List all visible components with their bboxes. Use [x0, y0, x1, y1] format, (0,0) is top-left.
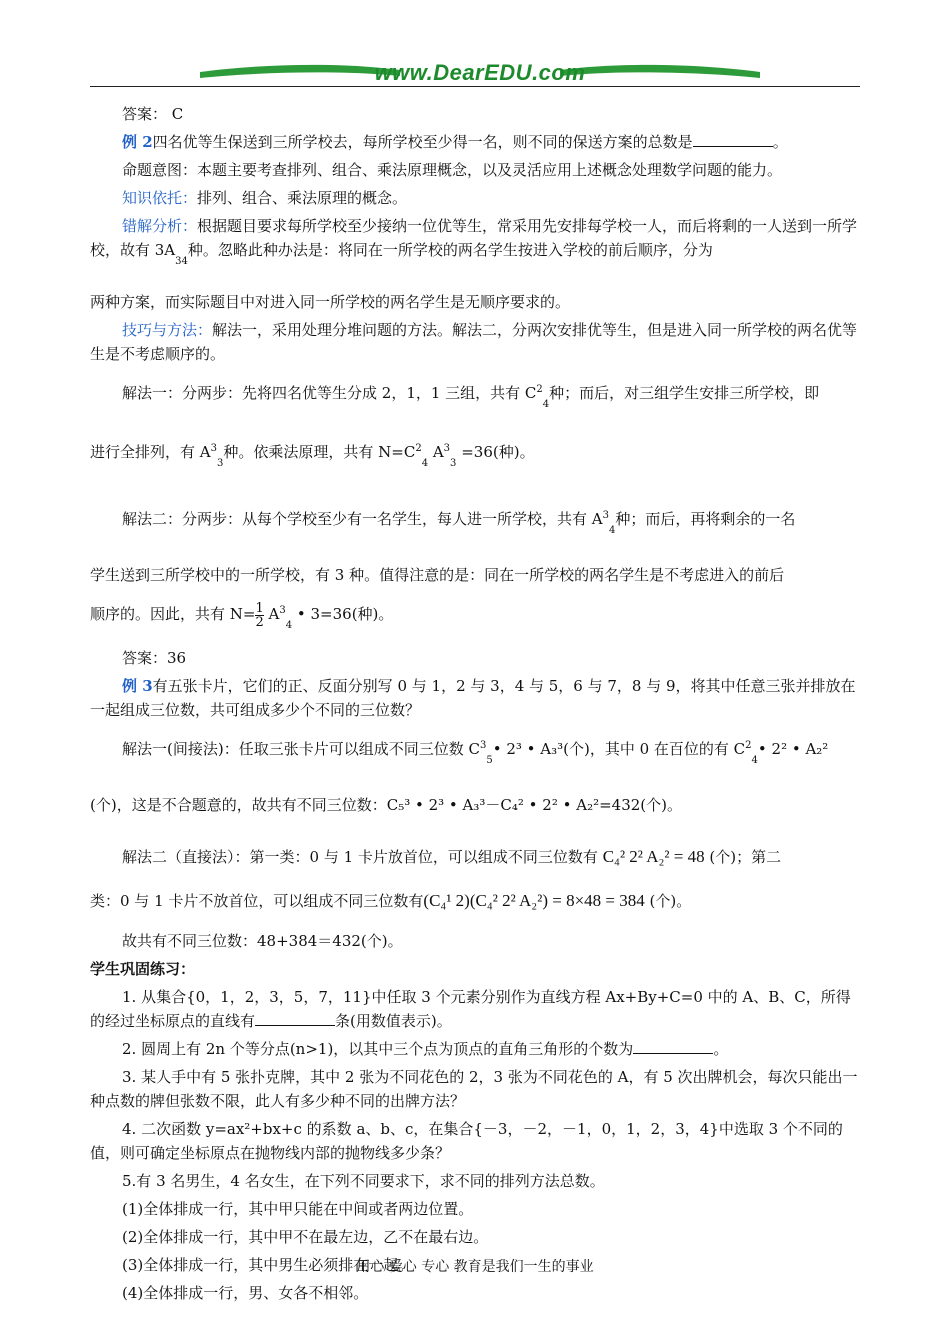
solution-1: 解法一：分两步：先将四名优等生分成 2，1，1 三组，共有 $C^2_4$种；而后，对三组学生安排三所学校，即: [122, 384, 820, 410]
exercise-1: 1. 从集合{0，1，2，3，5，7，11}中任取 3 个元素分别作为直线方程 Ax+By+C=0 中的 A、B、C，所得的经过坐标原点的直线有 条(用数值表示)。: [90, 988, 851, 1030]
page-header: [90, 58, 860, 92]
example-2: 例 2四名优等生保送到三所学校去，每所学校至少得一名，则不同的保送方案的总数是 。: [122, 133, 788, 151]
header-divider: [90, 86, 860, 87]
exercise-5-2: (2)全体排成一行，其中甲不在最左边，乙不在最右边。: [122, 1228, 489, 1246]
logo-text: www.DearEDU.com: [374, 60, 586, 85]
ex3-solution-2: 解法二（直接法）：第一类：0 与 1 卡片放首位，可以组成不同三位数有 C₄² 2² A₂² = 48 (个)；第二: [122, 847, 782, 866]
ex3-solution-1: 解法一(间接法)：任取三张卡片可以组成不同三位数 $C^3_5•$ 2³ • A₃³(个)，其中 0 在百位的有 $C^2_4•$ 2² • A₂²: [122, 740, 829, 766]
document-body: [90, 102, 862, 1309]
error-analysis-cont: 两种方案，而实际题目中对进入同一所学校的两名学生是无顺序要求的。: [90, 293, 571, 311]
exercise-2: 2. 圆周上有 2n 个等分点(n>1)，以其中三个点为顶点的直角三角形的个数为 。: [122, 1040, 729, 1058]
exercise-heading: 学生巩固练习：: [90, 960, 196, 978]
solution-2-end: 顺序的。因此，共有 N= $\frac{1}{2}$ $A^3_4$ • 3=36(种)。: [90, 600, 394, 631]
ex3-total: 故共有不同三位数：48+384＝432(个)。: [122, 932, 403, 950]
solution-2-cont: 学生送到三所学校中的一所学校，有 3 种。值得注意的是：同在一所学校的两名学生是不考虑进入的前后: [90, 566, 785, 584]
answer-blank: [633, 1039, 713, 1054]
solution-1-cont: 进行全排列，有 $A^3_3$种。依乘法原理，共有 $N=C^2_4$ $A^3_3 =36$(种)。: [90, 443, 535, 469]
exercise-4: 4. 二次函数 y=ax²+bx+c 的系数 a、b、c，在集合{－3，－2，－1，0，1，2，3，4}中选取 3 个不同的值，则可确定坐标原点在抛物线内部的抛物线多少条？: [90, 1120, 843, 1162]
answer-blank: [255, 1011, 335, 1026]
example-label: 例 2: [122, 133, 153, 151]
ex3-solution-1-cont: (个)，这是不合题意的，故共有不同三位数：C₅³ • 2³ • A₃³－C₄² • 2² • A₂²=432(个)。: [90, 796, 682, 814]
exercise-5-1: (1)全体排成一行，其中甲只能在中间或者两边位置。: [122, 1200, 474, 1218]
exercise-5-3: (3)全体排成一行，其中男生必须排在一起。: [122, 1256, 414, 1274]
knowledge-line: 知识依托：排列、组合、乘法原理的概念。: [122, 189, 408, 207]
solution-2: 解法二：分两步：从每个学校至少有一名学生，每人进一所学校，共有 $A^3_4$种；而后，再将剩余的一名: [122, 510, 796, 536]
ex3-solution-2-cont: 类：0 与 1 卡片不放首位，可以组成不同三位数有(C₄¹ 2)(C₄² 2² A₂²) = 8×48 = 384 (个)。: [90, 891, 692, 910]
example-3: 例 3有五张卡片，它们的正、反面分别写 0 与 1，2 与 3，4 与 5，6 与 7，8 与 9，将其中任意三张并排放在一起组成三位数，共可组成多少个不同的三位数？: [90, 677, 856, 719]
answer-line-2: 答案：36: [122, 649, 187, 667]
intent-line: 命题意图：本题主要考查排列、组合、乘法原理概念，以及灵活应用上述概念处理数学问题的能力。: [122, 161, 783, 179]
page-footer: 用心 爱心 专心 教育是我们一生的事业: [356, 1259, 594, 1275]
technique-line: 技巧与方法：解法一，采用处理分堆问题的方法。解法二，分两次安排优等生，但是进入同一所学校的两名优等生是不考虑顺序的。: [90, 321, 858, 363]
exercise-5-4: (4)全体排成一行，男、女各不相邻。: [122, 1284, 369, 1302]
example-label: 例 3: [122, 677, 153, 695]
exercise-5: 5.有 3 名男生，4 名女生，在下列不同要求下，求不同的排列方法总数。: [122, 1172, 605, 1190]
error-analysis: 错解分析：根据题目要求每所学校至少接纳一位优等生，常采用先安排每学校一人，而后将剩的一人送到一所学校，故有 $3A_{34}$种。忽略此种办法是：将同在一所学校的两名学生按进入学校的前后顺序，分为: [90, 217, 858, 267]
site-logo: [200, 58, 760, 86]
answer-blank: [693, 132, 773, 147]
exercise-3: 3. 某人手中有 5 张扑克牌，其中 2 张为不同花色的 2，3 张为不同花色的 A，有 5 次出牌机会，每次只能出一种点数的牌但张数不限，此人有多少种不同的出牌方法？: [90, 1068, 858, 1110]
fraction-half: $\frac{1}{2}$: [255, 600, 264, 630]
answer-line: 答案： C: [122, 105, 184, 123]
